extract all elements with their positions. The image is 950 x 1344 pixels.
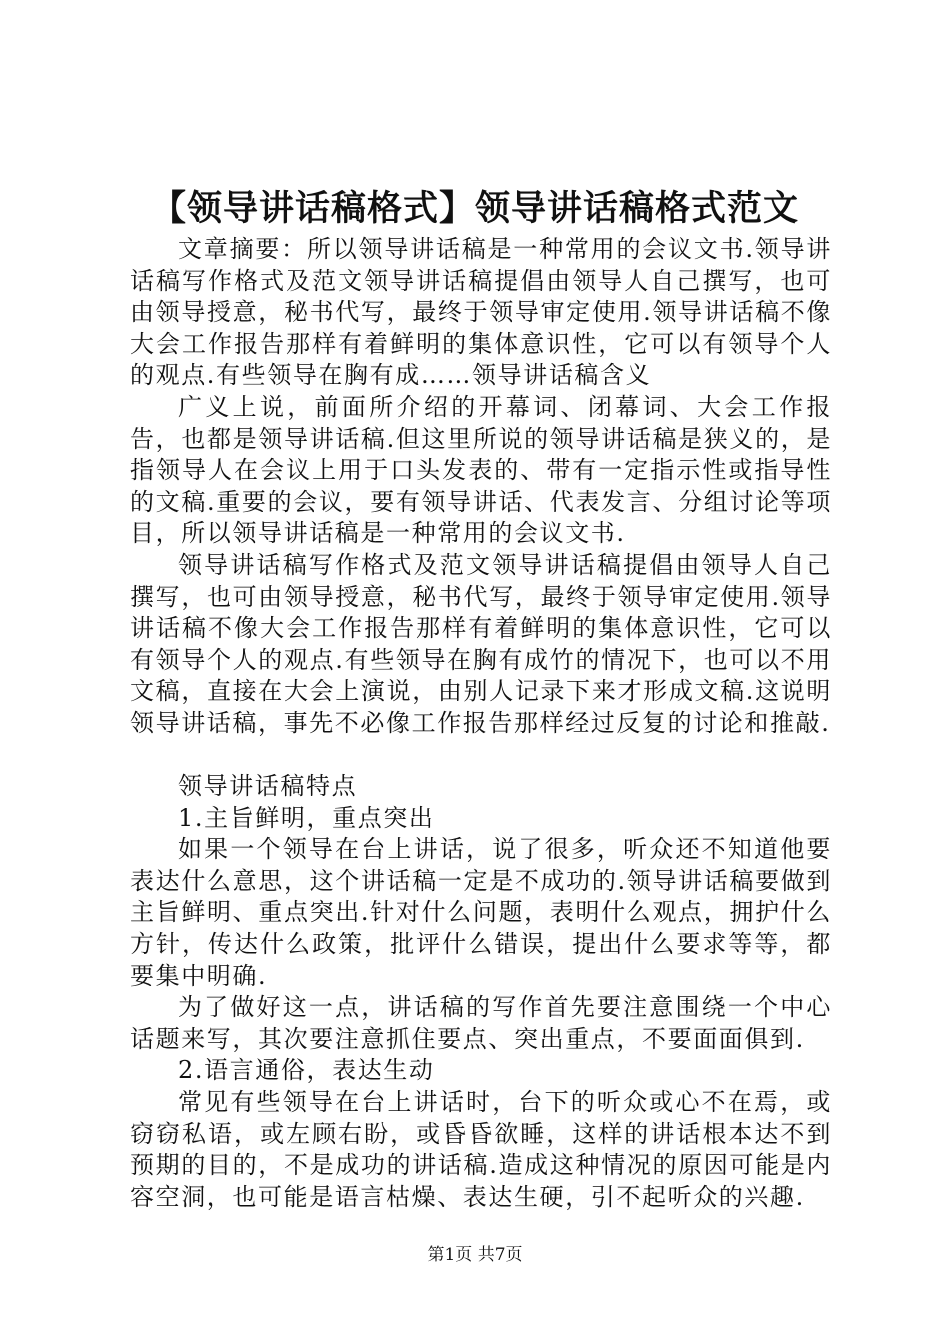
abstract-paragraph: 文章摘要：所以领导讲话稿是一种常用的会议文书.领导讲话稿写作格式及范文领导讲话稿提倡由领导人自己撰写，也可由领导授意，秘书代写，最终于领导审定使用.领导讲话稿不像大会工作报告那样有着鲜明的集体意识性，它可以有领导个人的观点.有些领导在胸有成……领导讲话稿含义 — [130, 235, 832, 390]
document-body — [130, 234, 832, 1213]
body-paragraph: 广义上说，前面所介绍的开幕词、闭幕词、大会工作报告，也都是领导讲话稿.但这里所说的领导讲话稿是狭义的，是指领导人在会议上用于口头发表的、带有一定指示性或指导性的文稿.重要的会议，要有领导讲话、代表发言、分组讨论等项目，所以领导讲话稿是一种常用的会议文书. — [130, 392, 832, 548]
body-paragraph: 为了做好这一点，讲话稿的写作首先要注意围绕一个中心话题来写，其次要注意抓住要点、突出重点，不要面面俱到. — [130, 993, 832, 1053]
body-paragraph: 如果一个领导在台上讲话，说了很多，听众还不知道他要表达什么意思，这个讲话稿一定是不成功的.领导讲话稿要做到主旨鲜明、重点突出.针对什么问题，表明什么观点，拥护什么方针，传达什么政策，批评什么错误，提出什么要求等等，都要集中明确. — [130, 835, 832, 990]
body-paragraph: 常见有些领导在台上讲话时，台下的听众或心不在焉，或窃窃私语，或左顾右盼，或昏昏欲睡，这样的讲话根本达不到预期的目的，不是成功的讲话稿.造成这种情况的原因可能是内容空洞，也可能是语言枯燥、表达生硬，引不起听众的兴趣. — [130, 1088, 832, 1211]
page-footer: 第1页 共7页 — [427, 1245, 523, 1265]
subsection-heading: 1.主旨鲜明，重点突出 — [178, 803, 435, 832]
page-title: 【领导讲话稿格式】领导讲话稿格式范文 — [150, 188, 799, 229]
section-heading: 领导讲话稿特点 — [178, 772, 358, 801]
body-paragraph: 领导讲话稿写作格式及范文领导讲话稿提倡由领导人自己撰写，也可由领导授意，秘书代写，最终于领导审定使用.领导讲话稿不像大会工作报告那样有着鲜明的集体意识性，它可以有领导个人的观点.有些领导在胸有成竹的情况下，也可以不用文稿，直接在大会上演说，由别人记录下来才形成文稿.这说明领导讲话稿，事先不必像工作报告那样经过反复的讨论和推敲. — [130, 550, 832, 737]
subsection-heading: 2.语言通俗，表达生动 — [178, 1056, 435, 1085]
